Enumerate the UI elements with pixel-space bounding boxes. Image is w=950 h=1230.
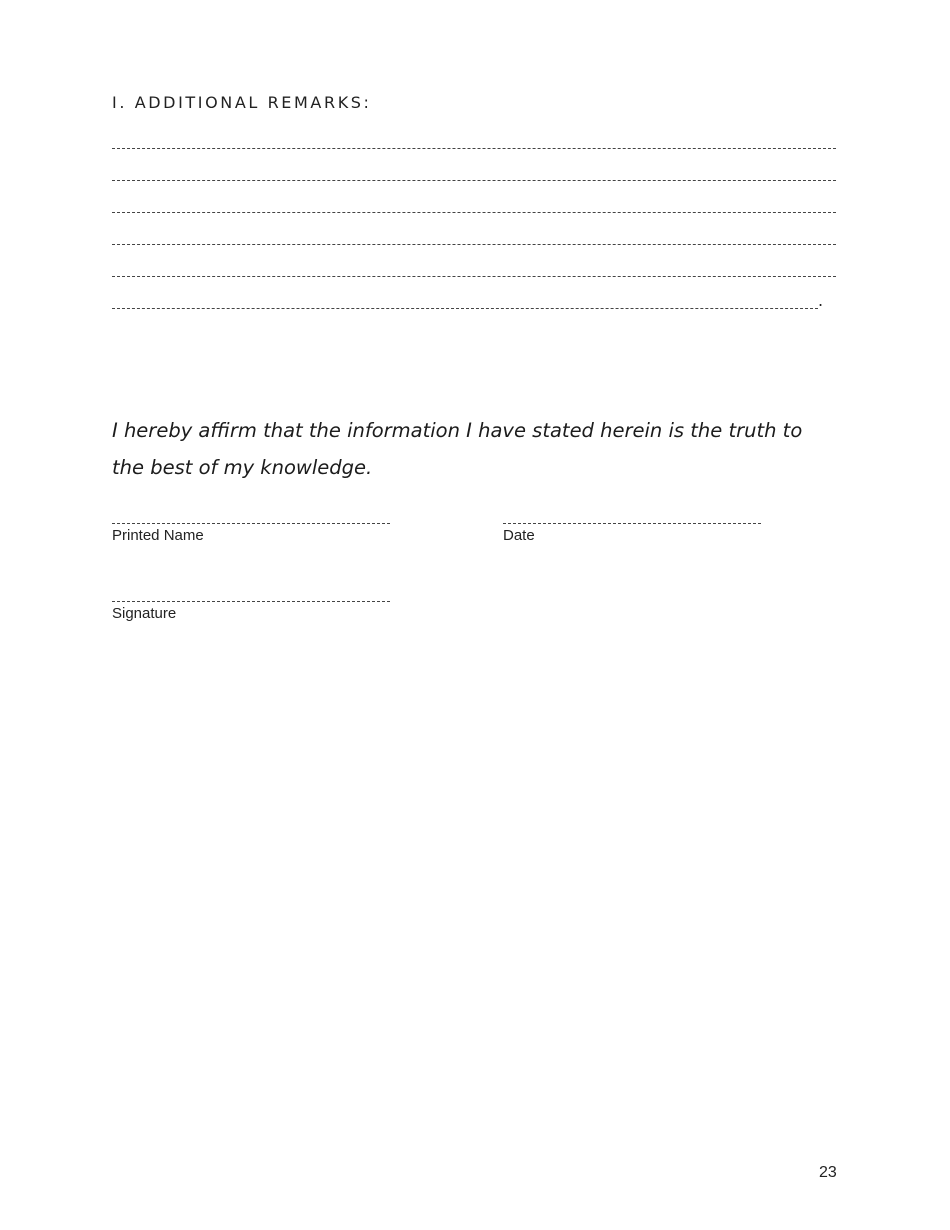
signature-label: Signature (112, 605, 177, 622)
remark-line (112, 212, 836, 213)
printed-name-line (112, 523, 390, 524)
signature-line (112, 601, 390, 602)
remark-line (112, 180, 836, 181)
section-heading: I. ADDITIONAL REMARKS: (112, 93, 372, 112)
date-label: Date (503, 527, 535, 544)
remark-line (112, 276, 836, 277)
affirmation-statement: I hereby affirm that the information I have stated herein is the truth to the best of my knowledge. (112, 418, 803, 479)
remark-line (112, 244, 836, 245)
remark-line (112, 308, 818, 309)
date-line (503, 523, 761, 524)
remarks-end-period: . (818, 291, 824, 310)
page-number: 23 (819, 1164, 837, 1181)
printed-name-label: Printed Name (112, 527, 204, 544)
remark-line (112, 148, 836, 149)
